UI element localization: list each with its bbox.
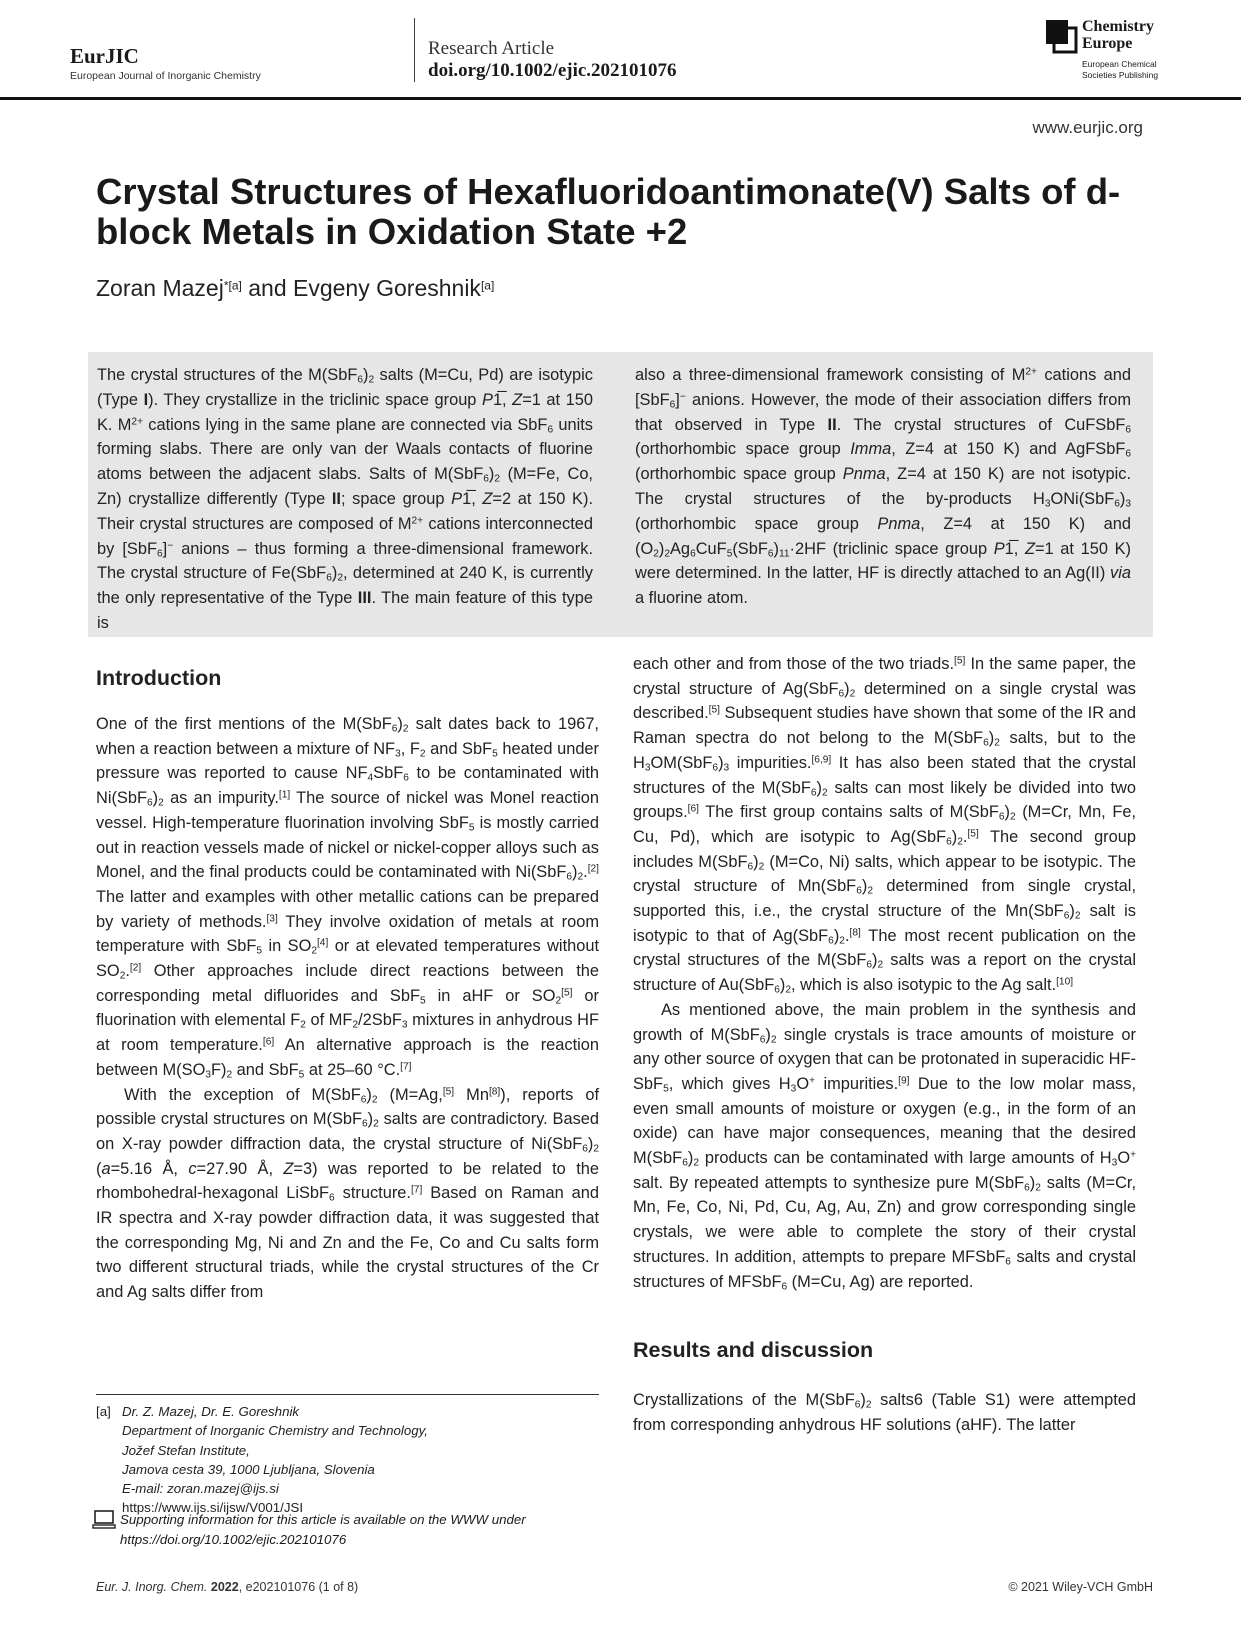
logo-text-europe: Europe — [1082, 35, 1133, 52]
supporting-info-text: Supporting information for this article is available on the WWW under — [120, 1512, 526, 1527]
footnote-email[interactable]: E-mail: zoran.mazej@ijs.si — [122, 1481, 279, 1497]
footer-year: 2022 — [210, 1580, 239, 1594]
section-heading-results: Results and discussion — [633, 1338, 874, 1363]
header-rule — [0, 97, 1241, 100]
article-type: Research Article — [428, 38, 555, 59]
author-1: Zoran Mazej — [96, 275, 224, 301]
footnote-label: [a] — [96, 1404, 111, 1419]
chemistry-europe-logo-icon — [1044, 18, 1078, 54]
journal-full-name: European Journal of Inorganic Chemistry — [70, 70, 261, 82]
supporting-info-note — [92, 1510, 602, 1549]
supporting-info-link[interactable]: https://doi.org/10.1002/ejic.202101076 — [120, 1532, 347, 1547]
results-paragraph-1: Crystallizations of the $M(SbF_6)_2$ salts6 (Table S1) were attempted from corresponding anhydrous HF solutions (aHF). The latter — [633, 1391, 1136, 1434]
article-title: Crystal Structures of Hexafluoridoantimonate(V) Salts of d-block Metals in Oxidation State +2 — [96, 171, 1121, 252]
logo-text-chemistry: Chemistry — [1082, 18, 1154, 35]
doi-link[interactable]: doi.org/10.1002/ejic.202101076 — [428, 60, 677, 81]
intro-paragraph-2: With the exception of $M(SbF_6)_2$ (M=Ag,[5] Mn[8]), reports of possible crystal structures on $M(SbF_6)_2$ salts are contradictory. Based on X-ray powder diffraction data, the crystal structure of $Ni(SbF_6)_2$ (a=5.16 Å, c=27.90 Å, Z=3) was reported to be related to the rhombohedral-hexagonal LiSbF$_6$ structure.[7] Based on Raman and IR spectra and X-ray powder diffraction data, it was suggested that the corresponding Mg, Ni and Zn and the Fe, Co and Cu salts form two different structural triads, while the crystal structures of the Cr and Ag salts differ from — [96, 1085, 599, 1302]
footnote-institute: Jožef Stefan Institute, — [122, 1442, 250, 1458]
footnote-rule — [96, 1394, 599, 1395]
section-heading-introduction: Introduction — [96, 666, 222, 690]
body-column-right — [633, 655, 1137, 1438]
intro-paragraph-1: One of the first mentions of the $M(SbF_6)_2$ salt dates back to 1967, when a reaction between a mixture of $NF_3$, $F_2$ and SbF$_5$ heated under pressure was reported to cause $NF_4SbF_6$ to be contaminated with $Ni(SbF_6)_2$ as an impurity.[1] The source of nickel was Monel reaction vessel. High-temperature fluorination involving SbF$_5$ is mostly carried out in reaction vessels made of nickel or nickel-copper alloys such as Monel, and the final products could be contaminated with $Ni(SbF_6)_2.[2]$ The latter and examples with other metallic cations can be prepared by variety of methods.[3] They involve oxidation of metals at room temperature with SbF$_5$ in $SO_2[4]$ or at elevated temperatures without $SO_2.[2]$ Other approaches include direct reactions between the corresponding metal difluorides and SbF$_5$ in aHF or $SO_2[5]$ or fluorination with elemental $F_2$ of $MF_2/2SbF_3$ mixtures in anhydrous HF at room temperature.[6] An alternative approach is the reaction between $M(SO_3F)_2$ and SbF$_5$ at 25–60 °C.[7] — [96, 715, 600, 1081]
header-divider — [414, 18, 415, 82]
footer-article-id: , e202101076 (1 of 8) — [238, 1580, 359, 1594]
intro-paragraph-3: As mentioned above, the main problem in the synthesis and growth of $M(SbF_6)_2$ single crystals is trace amounts of moisture or any other source of oxygen that can be protonated in superacidic HF-SbF$_5$, which gives $H_3O^+$ impurities.[9] Due to the low molar mass, even small amounts of moisture or oxygen (e.g., in the form of an oxide) can have major consequences, meaning that the desired $M(SbF_6)_2$ products can be contaminated with large amounts of $H_3O^+$ salt. By repeated attempts to synthesize pure $M(SbF_6)_2$ salts (M=Cr, Mn, Fe, Co, Ni, Pd, Cu, Ag, Au, Zn) and grow corresponding single crystals, we were able to complete the story of their crystal structures. In addition, attempts to prepare MFSbF$_6$ salts and crystal structures of MFSbF$_6$ (M=Cu, Ag) are reported. — [633, 1000, 1137, 1293]
affiliation-footnote — [96, 1402, 599, 1518]
journal-short-name: EurJIC — [70, 44, 139, 68]
footer-journal: Eur. J. Inorg. Chem. — [96, 1580, 208, 1594]
author-2-affiliation: [a] — [480, 278, 495, 293]
author-1-affiliation: *[a] — [223, 278, 242, 293]
abstract-column-left: The crystal structures of the $M(SbF_6)_2$ salts (M=Cu, Pd) are isotypic (Type I). They crystallize in the triclinic space group P1̅, Z=1 at 150 K. $M^{2+}$ cations lying in the same plane are connected via SbF$_6$ units forming slabs. There are only van der Waals contacts of fluorine atoms between the adjacent slabs. Salts of $M(SbF_6)_2$ (M=Fe, Co, Zn) crystallize differently (Type II; space group P1̅, Z=2 at 150 K). Their crystal structures are composed of $M^{2+}$ cations interconnected by [SbF$_6$]− anions – thus forming a three-dimensional framework. The crystal structure of $Fe(SbF_6)_2$, determined at 240 K, is currently the only representative of the Type III. The main feature of this type is — [97, 366, 594, 632]
abstract-column-right: also a three-dimensional framework consisting of $M^{2+}$ cations and [SbF$_6$]− anions. However, the mode of their association differs from that observed in Type II. The crystal structures of CuFSbF$_6$ (orthorhombic space group Imma, Z=4 at 150 K) and AgFSbF$_6$ (orthorhombic space group Pnma, Z=4 at 150 K) are not isotypic. The crystal structures of the by-products $H_3ONi(SbF_6)_3$ (orthorhombic space group Pnma, Z=4 at 150 K) and $(O_2)_2Ag_6CuF_5(SbF_6)_{11}\cdot 2HF$ (triclinic space group P1̅, Z=1 at 150 K) were determined. In the latter, HF is directly attached to an Ag(II) via a fluorine atom. — [635, 366, 1132, 608]
footnote-website[interactable]: https://www.ijs.si/ijsw/V001/JSI — [122, 1500, 304, 1516]
author-connector: and — [241, 275, 293, 301]
author-line — [96, 275, 494, 302]
body-column-left — [96, 666, 600, 1305]
author-2: Evgeny Goreshnik — [293, 275, 481, 301]
footnote-department: Department of Inorganic Chemistry and Technology, — [122, 1423, 428, 1439]
footer-citation — [96, 1580, 358, 1594]
footnote-names: Dr. Z. Mazej, Dr. E. Goreshnik — [122, 1404, 300, 1419]
abstract-box — [88, 352, 1153, 637]
journal-website-link[interactable]: www.eurjic.org — [1032, 118, 1143, 137]
logo-subtext-2: Societies Publishing — [1082, 70, 1159, 80]
logo-subtext-1: European Chemical — [1082, 59, 1157, 69]
computer-icon — [92, 1510, 116, 1530]
footnote-address: Jamova cesta 39, 1000 Ljubljana, Slovenia — [122, 1461, 375, 1477]
footer-copyright: © 2021 Wiley-VCH GmbH — [1008, 1580, 1153, 1594]
intro-paragraph-2-continued: each other and from those of the two triads.[5] In the same paper, the crystal structure of $Ag(SbF_6)_2$ determined on a single crystal was described.[5] Subsequent studies have shown that some of the IR and Raman spectra do not belong to the $M(SbF_6)_2$ salts, but to the $H_3OM(SbF_6)_3$ impurities.[6,9] It has also been stated that the crystal structures of the $M(SbF_6)_2$ salts can most likely be divided into two groups.[6] The first group contains salts of $M(SbF_6)_2$ (M=Cr, Mn, Fe, Cu, Pd), which are isotypic to $Ag(SbF_6)_2.[5]$ The second group includes $M(SbF_6)_2$ (M=Co, Ni) salts, which appear to be isotypic. The crystal structure of $Mn(SbF_6)_2$ determined from single crystal, supported this, i.e., the crystal structure of the $Mn(SbF_6)_2$ salt is isotypic to that of $Ag(SbF_6)_2.[8]$ The most recent publication on the crystal structures of the $M(SbF_6)_2$ salts was a report on the crystal structure of $Au(SbF_6)_2$, which is also isotypic to the Ag salt.[10] — [633, 655, 1137, 996]
